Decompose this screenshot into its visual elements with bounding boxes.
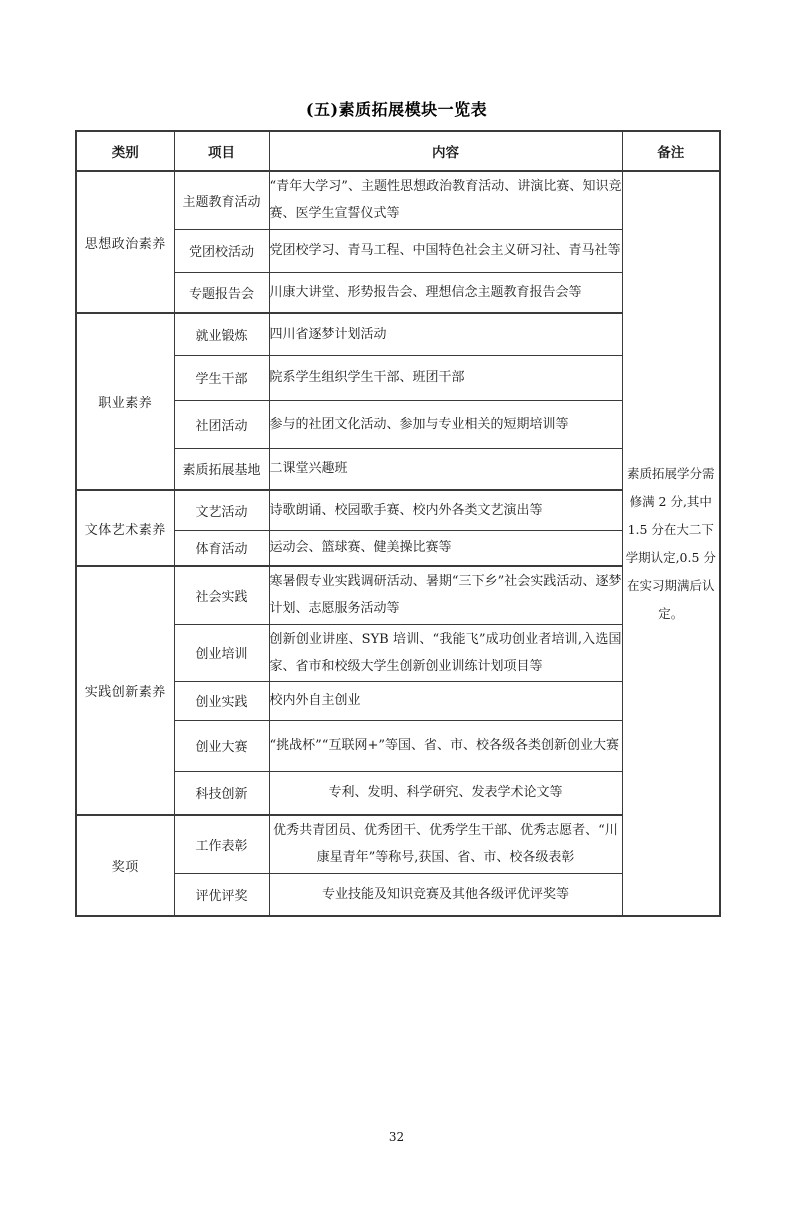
content-cell: 党团校学习、青马工程、中国特色社会主义研习社、青马社等 (269, 229, 622, 272)
project-cell: 党团校活动 (174, 229, 269, 272)
project-cell: 社团活动 (174, 400, 269, 448)
project-cell: 体育活动 (174, 530, 269, 566)
project-cell: 学生干部 (174, 355, 269, 400)
content-cell: 诗歌朗诵、校园歌手赛、校内外各类文艺演出等 (269, 490, 622, 530)
content-cell: 四川省逐梦计划活动 (269, 313, 622, 355)
table-row (76, 171, 720, 229)
project-cell: 创业培训 (174, 624, 269, 681)
project-cell: 工作表彰 (174, 815, 269, 873)
content-cell: “青年大学习”、主题性思想政治教育活动、讲演比赛、知识竞赛、医学生宣誓仪式等 (269, 171, 622, 229)
project-cell: 文艺活动 (174, 490, 269, 530)
content-cell: 二课堂兴趣班 (269, 448, 622, 490)
header-row (76, 131, 720, 171)
project-cell: 评优评奖 (174, 873, 269, 916)
content-cell: 专业技能及知识竞赛及其他各级评优评奖等 (269, 873, 622, 916)
page-number: 32 (388, 1130, 405, 1144)
quality-module-table (75, 130, 721, 917)
content-cell: 寒暑假专业实践调研活动、暑期“三下乡”社会实践活动、逐梦计划、志愿服务活动等 (269, 566, 622, 624)
category-cell-arts-sports: 文体艺术素养 (76, 490, 174, 566)
content-cell: 校内外自主创业 (269, 681, 622, 720)
category-cell-practice-innovation: 实践创新素养 (76, 566, 174, 815)
project-cell: 科技创新 (174, 771, 269, 815)
col-header-content: 内容 (269, 131, 622, 171)
content-cell: 专利、发明、科学研究、发表学术论文等 (269, 771, 622, 815)
category-cell-ideological: 思想政治素养 (76, 171, 174, 313)
content-cell: 优秀共青团员、优秀团干、优秀学生干部、优秀志愿者、“川康星青年”等称号,获国、省、市、校各级表彰 (269, 815, 622, 873)
category-cell-awards: 奖项 (76, 815, 174, 916)
project-cell: 主题教育活动 (174, 171, 269, 229)
project-cell: 创业实践 (174, 681, 269, 720)
table-container (75, 130, 793, 917)
content-cell: 川康大讲堂、形势报告会、理想信念主题教育报告会等 (269, 272, 622, 313)
category-cell-professional: 职业素养 (76, 313, 174, 490)
project-cell: 创业大赛 (174, 720, 269, 771)
content-cell: 运动会、篮球赛、健美操比赛等 (269, 530, 622, 566)
col-header-remark: 备注 (622, 131, 720, 171)
project-cell: 社会实践 (174, 566, 269, 624)
remark-cell: 素质拓展学分需修满 2 分,其中 1.5 分在大二下学期认定,0.5 分在实习期满后认定。 (622, 171, 720, 916)
project-cell: 专题报告会 (174, 272, 269, 313)
col-header-project: 项目 (174, 131, 269, 171)
page-title: (五)素质拓展模块一览表 (305, 100, 488, 119)
content-cell: “挑战杯”“互联网+”等国、省、市、校各级各类创新创业大赛 (269, 720, 622, 771)
project-cell: 素质拓展基地 (174, 448, 269, 490)
content-cell: 参与的社团文化活动、参加与专业相关的短期培训等 (269, 400, 622, 448)
project-cell: 就业锻炼 (174, 313, 269, 355)
content-cell: 创新创业讲座、SYB 培训、“我能飞”成功创业者培训,入选国家、省市和校级大学生创新创业训练计划项目等 (269, 624, 622, 681)
col-header-category: 类别 (76, 131, 174, 171)
content-cell: 院系学生组织学生干部、班团干部 (269, 355, 622, 400)
